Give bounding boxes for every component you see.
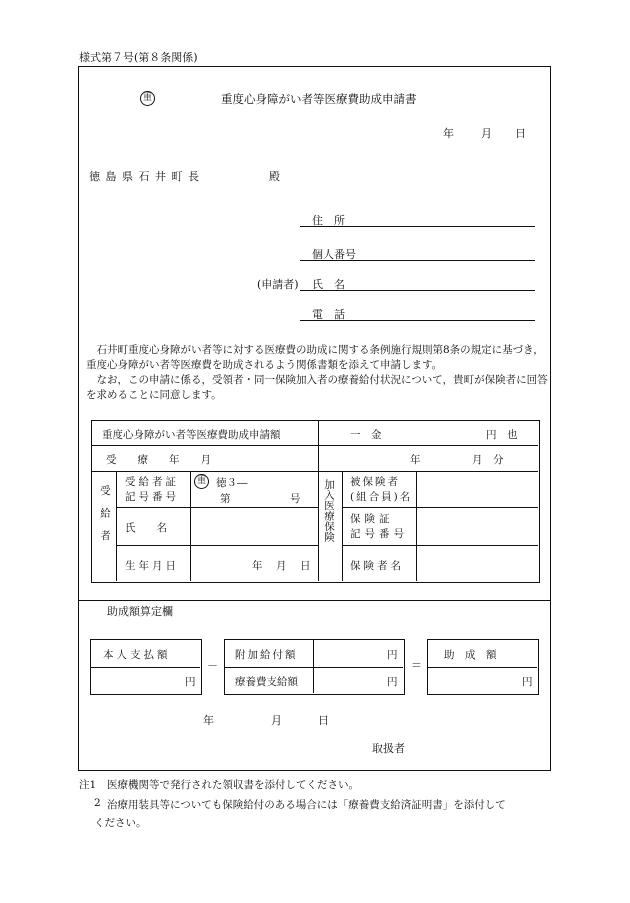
subsidy-field[interactable] (430, 670, 518, 692)
calc-date-month: 月 (271, 714, 282, 727)
period-month: 月 分 (472, 454, 504, 466)
applicant-label: (申請者) (257, 278, 299, 291)
ins-cert-label: 保険証 記号番号 (350, 513, 408, 540)
calc-date-year: 年 (203, 714, 214, 727)
self-pay-box (90, 639, 202, 695)
id-number-label: 個人番号 (312, 248, 356, 261)
self-pay-label: 本人支払額 (103, 649, 171, 661)
minus-sign: － (207, 659, 218, 672)
amount-field[interactable] (378, 425, 478, 441)
medical-expense-yen: 円 (387, 676, 398, 688)
recipient-label: 受給者 (99, 485, 111, 553)
form-number: 様式第７号(第８条関係) (79, 51, 198, 64)
body-paragraph-1: 石井町重度心身障がい者等に対する医療費の助成に関する条例施行規則第8条の規定に基づき，重度心身障がい者等医療費を助成されるよう関係書類を添えて申請します。 (86, 344, 544, 371)
date-month: 月 (481, 127, 492, 140)
address-field[interactable] (300, 226, 535, 227)
date-year: 年 (443, 127, 454, 140)
period-year: 年 (410, 454, 421, 466)
medical-expense-label: 療養費支給額 (235, 676, 298, 688)
amount-unit: 円 也 (486, 429, 518, 441)
note-2: 治療用装具等についても保険給付のある場合には「療養費支給済証明書」を添付して (107, 799, 506, 811)
self-pay-yen: 円 (185, 676, 196, 688)
address-label: 住 所 (312, 214, 345, 227)
recipient-name-field[interactable] (192, 509, 316, 543)
deduction-box (224, 639, 405, 695)
insurer-label: 保険者名 (350, 560, 404, 572)
birth-day: 日 (300, 560, 311, 572)
honorific: 殿 (269, 170, 280, 183)
phone-field[interactable] (300, 320, 535, 321)
cert-dai: 第 (220, 493, 231, 505)
heavy-mark-icon: 重 (140, 90, 155, 106)
form-title: 重度心身障がい者等医療費助成申請書 (221, 92, 417, 106)
name-label: 氏 名 (312, 278, 345, 291)
medical-expense-field[interactable] (317, 670, 383, 692)
subsidy-box (427, 639, 539, 695)
body-paragraph-2: なお，この申請に係る，受領者・同一保険加入者の療養給付状況について，貴町が保険者に回答を求めることに同意します。 (86, 374, 548, 401)
name-field[interactable] (300, 290, 535, 291)
cert-number-label: 受給者証 記号番号 (125, 476, 179, 503)
calc-section-title: 助成額算定欄 (107, 605, 173, 618)
cert-prefix: 徳３― (216, 477, 248, 489)
equals-sign: ＝ (411, 659, 422, 672)
subsidy-yen: 円 (522, 676, 533, 688)
amount-prefix: 一 金 (350, 429, 382, 441)
calc-date-day: 日 (318, 714, 329, 727)
ins-cert-field[interactable] (418, 509, 536, 543)
note-1: 医療機関等で発行された領収書を添付してください。 (107, 779, 359, 791)
name-row-label: 氏 名 (125, 522, 167, 534)
extra-benefit-field[interactable] (317, 643, 383, 665)
phone-label: 電 話 (312, 308, 345, 321)
id-number-field[interactable] (300, 260, 535, 261)
self-pay-field[interactable] (93, 670, 181, 692)
extra-benefit-label: 附加給付額 (235, 649, 298, 661)
insurer-field[interactable] (418, 547, 536, 579)
cert-go: 号 (290, 493, 301, 505)
section-divider (78, 600, 551, 601)
addressee: 徳島県石井町長 (89, 170, 205, 183)
date-day: 日 (515, 127, 526, 140)
insurance-label: 加入医療保険 (323, 479, 335, 542)
insured-name-field[interactable] (418, 473, 536, 505)
insured-label: 被保険者 (組合員)名 (350, 476, 413, 503)
cert-mark-icon: 重 (194, 474, 209, 489)
note-2-label: 2 (94, 797, 101, 809)
amount-label: 重度心身障がい者等医療費助成申請額 (102, 429, 281, 441)
handler-label: 取扱者 (372, 742, 405, 755)
extra-benefit-yen: 円 (387, 649, 398, 661)
birth-label: 生年月日 (125, 560, 179, 572)
birth-month: 月 (276, 560, 287, 572)
note-2-continued: ください。 (94, 817, 147, 829)
birth-year: 年 (252, 560, 263, 572)
application-table (91, 420, 540, 583)
note-1-label: 注1 (79, 779, 97, 791)
subsidy-label: 助 成 額 (444, 649, 497, 661)
period-label: 受 療 年 月 (106, 454, 211, 466)
